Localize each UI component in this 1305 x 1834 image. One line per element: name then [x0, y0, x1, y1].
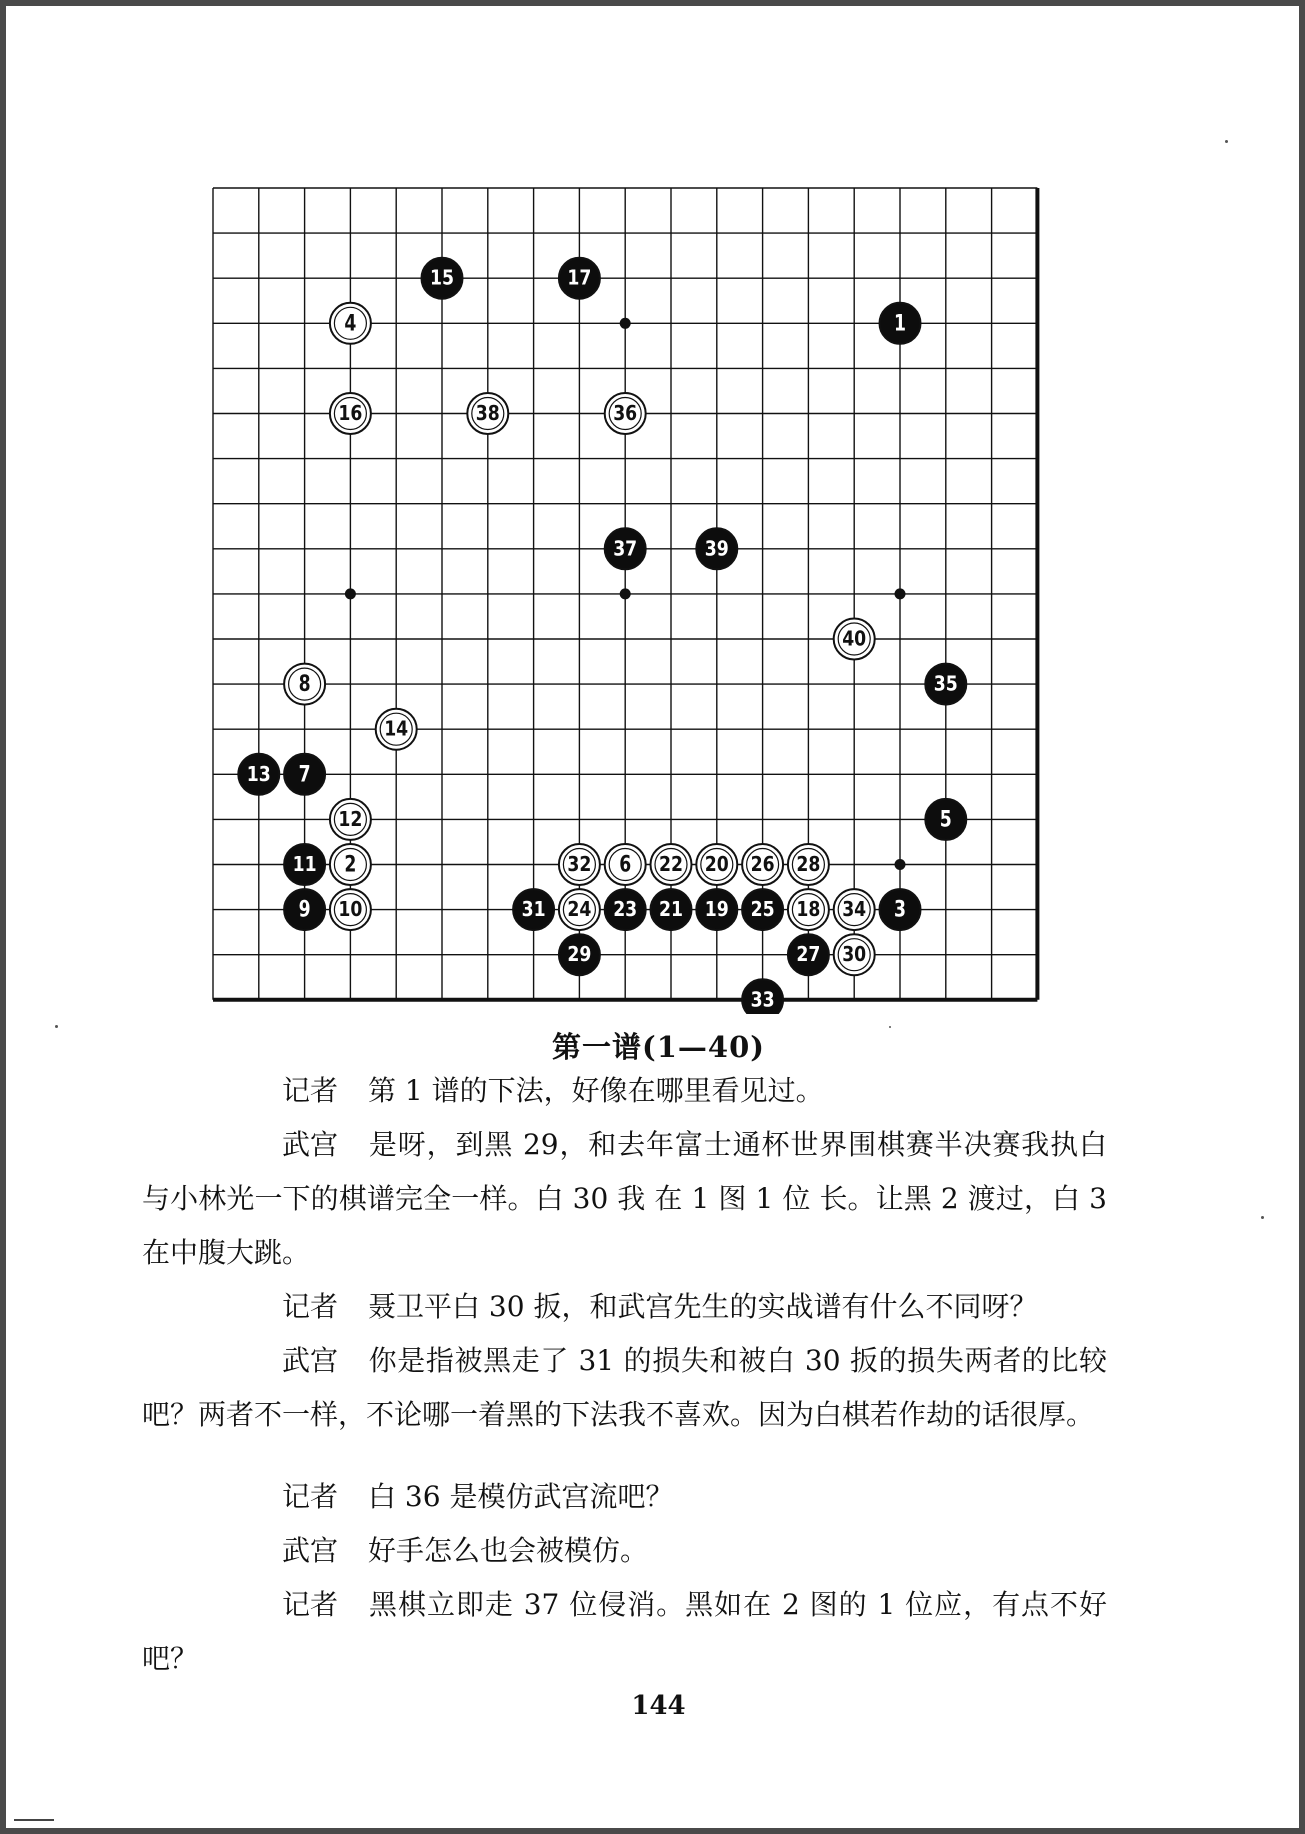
speaker: 武宫	[282, 1128, 339, 1161]
move-number: 33	[750, 987, 775, 1012]
white-stone-24	[559, 889, 600, 930]
move-number: 28	[796, 852, 821, 876]
move-number: 38	[475, 401, 500, 425]
move-number: 18	[796, 897, 821, 922]
star-point	[345, 588, 356, 599]
speaker: 记者	[282, 1074, 339, 1107]
line-text: 黑棋立即走 37 位侵消。黑如在 2 图的 1 位应，有点不好吧？	[142, 1588, 1107, 1675]
white-stone-4	[330, 303, 371, 344]
move-number: 7	[298, 762, 311, 788]
move-number: 12	[338, 806, 363, 831]
speaker: 记者	[282, 1588, 339, 1621]
black-stone-5	[925, 799, 966, 840]
move-number: 23	[613, 897, 638, 922]
move-number: 17	[567, 265, 592, 290]
move-number: 2	[344, 852, 357, 878]
speaker: 记者	[282, 1480, 339, 1513]
speaker: 武宫	[282, 1534, 339, 1567]
black-stone-37	[605, 528, 646, 569]
move-number: 24	[567, 897, 592, 922]
white-stone-28	[788, 844, 829, 885]
move-number: 25	[750, 897, 775, 922]
line-text: 第 1 谱的下法，好像在哪里看见过。	[368, 1074, 824, 1107]
move-number: 3	[894, 897, 906, 923]
scan-mark	[14, 1819, 54, 1821]
dialogue-line-1	[142, 1064, 1107, 1118]
scan-speck	[889, 1026, 891, 1028]
move-number: 16	[338, 401, 363, 425]
scan-speck	[1261, 1216, 1264, 1219]
black-stone-39	[696, 528, 737, 569]
white-stone-30	[834, 934, 875, 975]
line-text: 是呀，到黑 29，和去年富士通杯世界围棋赛半决赛我执白与小林光一下的棋谱完全一样。白 30 我 在 1 图 1 位 长。让黑 2 渡过，白 3 在中腹大跳。	[142, 1128, 1107, 1269]
white-stone-32	[559, 844, 600, 885]
move-number: 36	[613, 401, 638, 425]
white-stone-10	[330, 889, 371, 930]
white-stone-34	[834, 889, 875, 930]
white-stone-26	[742, 844, 783, 885]
diagram-caption: 第一谱(1—40)	[552, 1030, 765, 1064]
line-text: 好手怎么也会被模仿。	[368, 1534, 649, 1567]
page-number: 144	[631, 1691, 686, 1721]
line-text: 白 36 是模仿武宫流吧？	[368, 1480, 674, 1513]
move-number: 31	[521, 897, 546, 922]
go-board-diagram	[211, 184, 1076, 1014]
black-stone-19	[696, 889, 737, 930]
line-text: 聂卫平白 30 扳，和武宫先生的实战谱有什么不同呀？	[368, 1290, 1038, 1323]
dialogue-line-6	[142, 1524, 1107, 1578]
black-stone-7	[284, 754, 325, 795]
black-stone-3	[880, 889, 921, 930]
dialogue-line-7	[142, 1578, 1107, 1686]
move-number: 21	[659, 897, 683, 922]
stones-layer	[238, 258, 966, 1014]
black-stone-17	[559, 258, 600, 299]
move-number: 1	[894, 311, 906, 337]
black-stone-27	[788, 934, 829, 975]
move-number: 39	[704, 536, 729, 561]
move-number: 29	[567, 942, 592, 967]
move-number: 27	[796, 942, 821, 967]
scan-speck	[55, 1025, 58, 1028]
dialogue-line-5	[142, 1470, 1107, 1524]
white-stone-16	[330, 393, 371, 434]
move-number: 13	[246, 761, 271, 786]
white-stone-18	[788, 889, 829, 930]
black-stone-23	[605, 889, 646, 930]
move-number: 15	[430, 265, 454, 290]
star-point	[895, 859, 906, 870]
move-number: 5	[939, 807, 952, 833]
scan-speck	[1225, 140, 1228, 143]
white-stone-2	[330, 844, 371, 885]
move-number: 8	[298, 672, 311, 698]
white-stone-6	[605, 844, 646, 885]
white-stone-12	[330, 799, 371, 840]
dialogue-line-4	[142, 1334, 1107, 1442]
move-number: 9	[298, 897, 311, 923]
speaker: 记者	[282, 1290, 339, 1323]
white-stone-38	[467, 393, 508, 434]
black-stone-25	[742, 889, 783, 930]
star-point	[620, 588, 631, 599]
black-stone-9	[284, 889, 325, 930]
white-stone-20	[696, 844, 737, 885]
move-number: 4	[344, 311, 357, 337]
dialogue-line-3	[142, 1280, 1107, 1334]
speaker: 武宫	[282, 1344, 339, 1377]
dialogue-line-2	[142, 1118, 1107, 1280]
white-stone-22	[651, 844, 692, 885]
white-stone-8	[284, 664, 325, 705]
move-number: 20	[704, 852, 729, 876]
move-number: 40	[842, 626, 867, 651]
move-number: 26	[750, 852, 775, 876]
move-number: 6	[619, 852, 632, 878]
black-stone-35	[925, 664, 966, 705]
black-stone-21	[651, 889, 692, 930]
move-number: 34	[842, 897, 867, 922]
white-stone-14	[376, 709, 417, 750]
star-point	[895, 588, 906, 599]
black-stone-11	[284, 844, 325, 885]
move-number: 22	[659, 852, 683, 876]
black-stone-31	[513, 889, 554, 930]
move-number: 10	[338, 897, 363, 922]
move-number: 19	[704, 897, 729, 922]
black-stone-15	[422, 258, 463, 299]
move-number: 37	[613, 536, 638, 561]
white-stone-40	[834, 619, 875, 660]
black-stone-29	[559, 934, 600, 975]
move-number: 14	[384, 716, 409, 741]
black-stone-1	[880, 303, 921, 344]
black-stone-33	[742, 979, 783, 1014]
move-number: 30	[842, 942, 867, 967]
move-number: 32	[567, 852, 592, 876]
move-number: 11	[292, 852, 317, 876]
line-text: 你是指被黑走了 31 的损失和被白 30 扳的损失两者的比较吧？两者不一样，不论哪一着黑的下法我不喜欢。因为白棋若作劫的话很厚。	[142, 1344, 1107, 1431]
move-number: 35	[933, 671, 958, 696]
white-stone-36	[605, 393, 646, 434]
black-stone-13	[238, 754, 279, 795]
star-point	[620, 318, 631, 329]
